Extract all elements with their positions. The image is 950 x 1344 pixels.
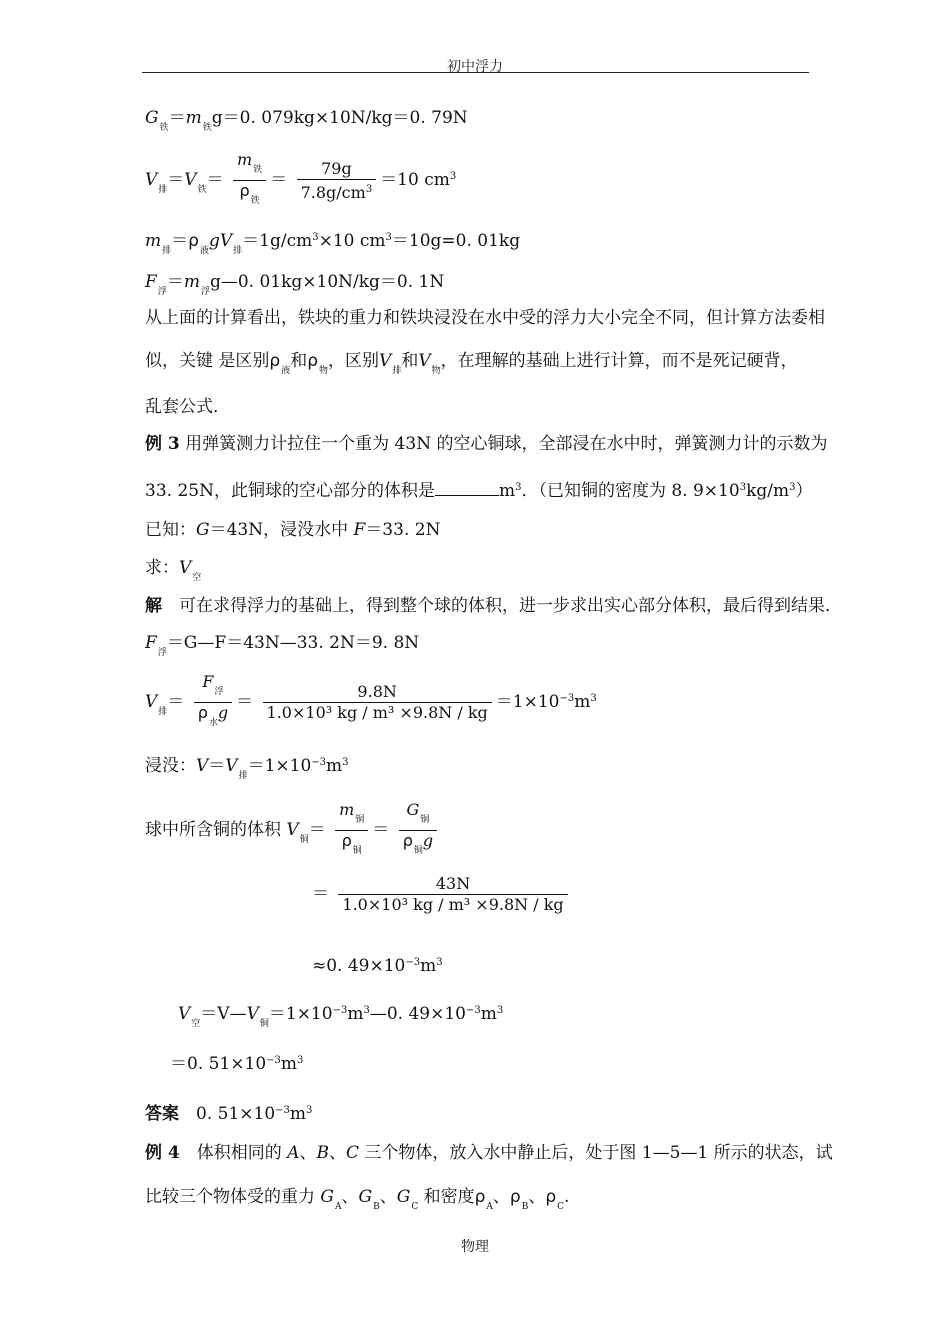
example-4-line-2: 比较三个物体受的重力 $G_A$、$G_B$、$G_C$ 和密度$\rho_A$、$\rho_B$、$\rho_C$. — [145, 1187, 570, 1212]
submerged-line: 浸没：$V=V_排=1\times 10^{-3}m^3$ — [145, 756, 349, 781]
known-line: 已知：G＝43N，浸没水中 F＝33. 2N — [145, 520, 441, 540]
fraction-m-over-rho: $\frac{m_铁}{\rho_铁}$ — [233, 150, 266, 211]
fraction-F-over-rho-g: $\frac{F_浮}{\rho_水g}$ — [194, 672, 232, 733]
answer-blank — [435, 481, 499, 496]
header-rule — [142, 72, 809, 73]
formula-iron-weight: $G_铁=m_铁g=0$. 079kg×10N/kg＝0. 79N — [145, 108, 468, 133]
page-header: 初中浮力 — [447, 59, 503, 75]
fraction-G-copper: $\frac{G_铜}{\rho_铜g}$ — [399, 800, 437, 861]
formula-buoyancy: $F_浮=m_浮g—0$. 01kg×10N/kg＝0. 1N — [145, 272, 445, 297]
empty-volume-line: $V_空=V—V_铜=1\times 10^{-3}m^3—0$. $49\times 10^{-3}m^3$ — [178, 1004, 504, 1029]
formula-buoyancy-calc: $F_浮=G—F=43N—33$. 2N＝9. 8N — [145, 633, 420, 658]
paragraph-line-1: 从上面的计算看出，铁块的重力和铁块浸没在水中受的浮力大小完全不同，但计算方法委相 — [145, 308, 825, 328]
fraction-9.8N: $\frac{9.8N}{\text{1.0×10³ kg / m³ ×9.8N / kg}}$ — [263, 682, 492, 723]
fraction-79g: $\frac{79g}{7.8g/cm^3}$ — [297, 159, 377, 203]
empty-volume-result: ＝0. $51\times 10^{-3}m^3$ — [170, 1054, 304, 1074]
page-footer: 物理 — [461, 1239, 489, 1255]
fraction-43N: $\frac{43N}{\text{1.0×10³ kg / m³ ×9.8N / kg}}$ — [338, 874, 567, 915]
solution-line: 解 可在求得浮力的基础上，得到整个球的体积，进一步求出实心部分体积，最后得到结果． — [145, 596, 842, 616]
formula-iron-volume: $V_排=V_铁=$ $\frac{m_铁}{\rho_铁}$ ＝ $\frac{79g}{7.8g/cm^3}$ ＝10 $cm^3$ — [145, 150, 456, 212]
find-line: 求：$V_空$ — [145, 558, 202, 583]
formula-volume-calc: $V_排=$ $\frac{F_浮}{\rho_水g}$ ＝ $\frac{9.8N}{\text{1.0×10³ kg / m³ ×9.8N / kg}}$ $=1\times 10^{-3}m^3$ — [145, 672, 597, 734]
paragraph-line-3: 乱套公式． — [145, 397, 230, 417]
formula-displaced-mass: $m_排=\rho_液gV_排=1g/cm^3\times 10$ $cm^3=10g=0$. 01kg — [145, 231, 521, 256]
copper-volume-result: ≈0. $49\times 10^{-3}m^3$ — [312, 956, 443, 976]
answer-line: 答案 0. $51\times 10^{-3}m^3$ — [145, 1104, 313, 1124]
copper-volume-line: 球中所含铜的体积 $V_铜=$ $\frac{m_铜}{\rho_铜}$ ＝ $\frac{G_铜}{\rho_铜g}$ — [145, 800, 441, 862]
example-3-line-2: 33. 25N，此铜球的空心部分的体积是 $m^3$．（已知铜的密度为 8. $9\times 10^3kg/m^3$） — [145, 481, 813, 501]
fraction-m-copper: $\frac{m_铜}{\rho_铜}$ — [335, 800, 368, 861]
example-4-line-1: 例 4 体积相同的 A、B、C 三个物体，放入水中静止后，处于图 1—5—1 所示的状态，试 — [145, 1143, 833, 1163]
paragraph-line-2: 似，关键 是区别$\rho_液$和$\rho_物$，区别$V_排$和$V_物$，在理解的基础上进行计算，而不是死记硬背， — [145, 351, 798, 376]
copper-volume-calc: ＝ $\frac{43N}{\text{1.0×10³ kg / m³ ×9.8N / kg}}$ — [312, 872, 572, 916]
example-3-line-1: 例 3 用弹簧测力计拉住一个重为 43N 的空心铜球，全部浸在水中时，弹簧测力计的示数为 — [145, 434, 828, 454]
